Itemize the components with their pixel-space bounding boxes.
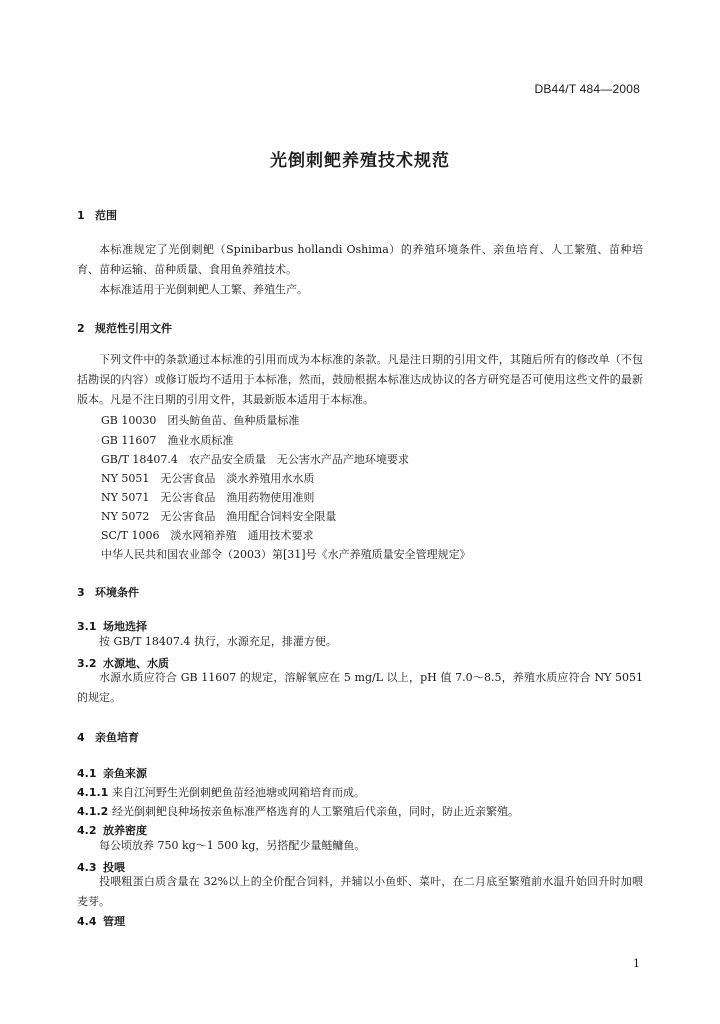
section-1-paragraph-1: 本标准规定了光倒刺鲃（Spinibarbus hollandi Oshima）的养殖环境条件、亲鱼培育、人工繁殖、苗种培育、苗种运输、苗种质量、食用鱼养殖技术。 bbox=[77, 243, 643, 276]
reference-item: 中华人民共和国农业部令（2003）第[31]号《水产养殖质量安全管理规定》 bbox=[101, 548, 471, 561]
document-code: DB44/T 484—2008 bbox=[534, 82, 640, 96]
section-title: 环境条件 bbox=[95, 586, 139, 599]
section-number: 1 bbox=[77, 209, 85, 222]
section-number: 3 bbox=[77, 586, 85, 599]
section-4-3-text: 投喂粗蛋白质含量在 32%以上的全价配合饲料，并辅以小鱼虾、菜叶，在二月底至繁殖前水温升始回升时加喂麦芽。 bbox=[77, 875, 643, 908]
reference-item: SC/T 1006 淡水网箱养殖 通用技术要求 bbox=[101, 529, 314, 542]
section-4-2-text: 每公顷放养 750 kg～1 500 kg，另搭配少量鲢鳙鱼。 bbox=[99, 839, 366, 852]
page-number: 1 bbox=[633, 957, 640, 970]
subsection-title: 投喂 bbox=[103, 861, 125, 874]
subsection-title: 场地选择 bbox=[103, 620, 147, 633]
section-4-1-1 bbox=[77, 784, 643, 800]
subsection-number: 4.4 bbox=[77, 915, 97, 928]
section-3-1-text: 按 GB/T 18407.4 执行，水源充足，排灌方便。 bbox=[99, 635, 337, 648]
subsection-number: 3.1 bbox=[77, 620, 97, 633]
document-title: 光倒刺鲃养殖技术规范 bbox=[270, 151, 450, 171]
section-4-4-heading bbox=[77, 913, 125, 929]
section-2-heading bbox=[77, 320, 172, 336]
section-number: 4 bbox=[77, 731, 85, 744]
section-2-intro: 下列文件中的条款通过本标准的引用而成为本标准的条款。凡是注日期的引用文件，其随后所有的修改单（不包括勘误的内容）或修订版均不适用于本标准，然而，鼓励根据本标准达成协议的各方研究是否可使用这些文件的最新版本。凡是不注日期的引用文件，其最新版本适用于本标准。 bbox=[77, 353, 643, 406]
subsection-title: 管理 bbox=[103, 915, 125, 928]
subsection-title: 亲鱼来源 bbox=[103, 767, 147, 780]
section-title: 范围 bbox=[95, 209, 117, 222]
subsection-title: 放养密度 bbox=[103, 824, 147, 837]
section-4-heading bbox=[77, 729, 139, 745]
reference-item: NY 5071 无公害食品 渔用药物使用准则 bbox=[101, 491, 315, 504]
reference-item: NY 5072 无公害食品 渔用配合饲料安全限量 bbox=[101, 510, 337, 523]
section-3-2-text: 水源水质应符合 GB 11607 的规定，溶解氧应在 5 mg/L 以上，pH 值 7.0～8.5，养殖水质应符合 NY 5051 的规定。 bbox=[77, 671, 643, 704]
clause-number: 4.1.2 bbox=[77, 805, 109, 818]
clause-text: 经光倒刺鲃良种场按亲鱼标准严格选育的人工繁殖后代亲鱼，同时，防止近亲繁殖。 bbox=[112, 805, 519, 818]
subsection-number: 4.3 bbox=[77, 861, 97, 874]
section-1-paragraph-2: 本标准适用于光倒刺鲃人工繁、养殖生产。 bbox=[99, 283, 308, 296]
section-3-heading bbox=[77, 584, 139, 600]
section-title: 规范性引用文件 bbox=[95, 322, 172, 335]
clause-number: 4.1.1 bbox=[77, 786, 109, 799]
subsection-number: 3.2 bbox=[77, 657, 97, 670]
subsection-title: 水源地、水质 bbox=[103, 657, 169, 670]
reference-item: GB 10030 团头鲂鱼苗、鱼种质量标准 bbox=[101, 414, 300, 427]
section-number: 2 bbox=[77, 322, 85, 335]
section-title: 亲鱼培育 bbox=[95, 731, 139, 744]
reference-item: NY 5051 无公害食品 淡水养殖用水水质 bbox=[101, 472, 315, 485]
section-4-1-2 bbox=[77, 803, 643, 819]
section-4-1-heading bbox=[77, 765, 147, 781]
clause-text: 来自江河野生光倒刺鲃鱼苗经池塘或网箱培育而成。 bbox=[112, 786, 365, 799]
section-1-heading bbox=[77, 207, 117, 223]
reference-item: GB 11607 渔业水质标准 bbox=[101, 434, 234, 447]
subsection-number: 4.2 bbox=[77, 824, 97, 837]
reference-item: GB/T 18407.4 农产品安全质量 无公害水产品产地环境要求 bbox=[101, 453, 409, 466]
subsection-number: 4.1 bbox=[77, 767, 97, 780]
